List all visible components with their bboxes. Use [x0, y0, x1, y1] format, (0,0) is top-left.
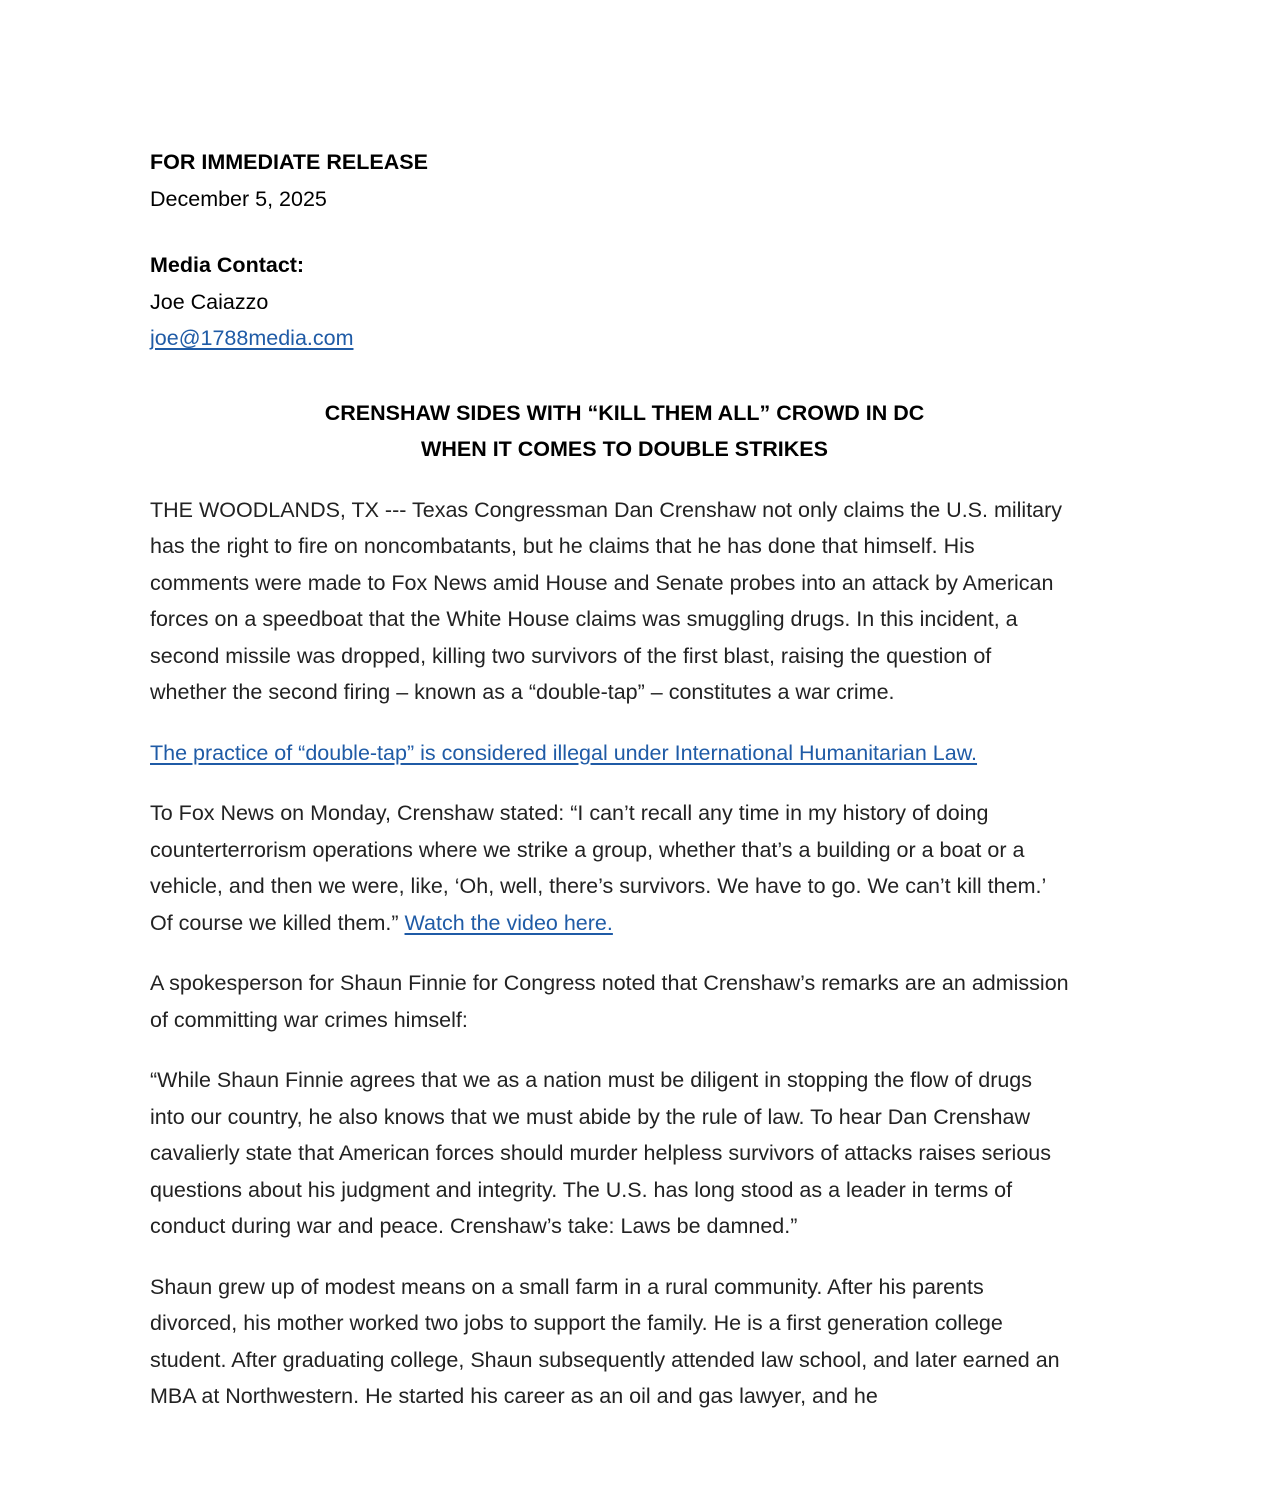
media-contact-name: Joe Caiazzo: [150, 289, 269, 314]
crenshaw-quote-text: To Fox News on Monday, Crenshaw stated: “I can’t recall any time in my history of doing counterterrorism operations where we strike a group, whether that’s a building or a boat or a vehicle, and then we were, like, ‘Oh, well, there’s survivors. We have to go. We can’t kill them.’ Of course we killed them.”: [150, 801, 1046, 935]
double-tap-law-link[interactable]: The practice of “double-tap” is considered illegal under International Humanitarian Law.: [150, 740, 978, 765]
body-paragraph-6: Shaun grew up of modest means on a small farm in a rural community. After his parents divorced, his mother worked two jobs to support the family. He is a first generation college student. After graduating college, Shaun subsequently attended law school, and later earned an MBA at Northwestern. He started his career as an oil and gas lawyer, and he: [150, 1274, 1060, 1408]
headline: [137, 395, 1112, 468]
headline-line-2: WHEN IT COMES TO DOUBLE STRIKES: [421, 437, 828, 461]
headline-line-1: CRENSHAW SIDES WITH “KILL THEM ALL” CROWD IN DC: [324, 400, 925, 425]
media-contact-block: [150, 247, 1070, 357]
watch-video-link[interactable]: Watch the video here.: [404, 910, 613, 935]
body-paragraph-2: [150, 735, 1070, 772]
body-paragraph-3: [150, 795, 1070, 941]
body-paragraph-4: A spokesperson for Shaun Finnie for Congress noted that Crenshaw’s remarks are an admission of committing war crimes himself:: [150, 971, 1069, 1032]
media-contact-label: Media Contact:: [150, 253, 305, 277]
body-paragraph-1: THE WOODLANDS, TX --- Texas Congressman Dan Crenshaw not only claims the U.S. military has the right to fire on noncombatants, but he claims that he has done that himself. His comments were made to Fox News amid House and Senate probes into an attack by American forces on a speedboat that the White House claims was smuggling drugs. In this incident, a second missile was dropped, killing two survivors of the first blast, raising the question of whether the second firing – known as a “double-tap” – constitutes a war crime.: [150, 497, 1063, 704]
body-paragraph-5: “While Shaun Finnie agrees that we as a nation must be diligent in stopping the flow of drugs into our country, he also knows that we must abide by the rule of law. To hear Dan Crenshaw cavalierly state that American forces should murder helpless survivors of attacks raises serious questions about his judgment and integrity. The U.S. has long stood as a leader in terms of conduct during war and peace. Crenshaw’s take: Laws be damned.”: [150, 1068, 1051, 1238]
release-label: FOR IMMEDIATE RELEASE: [150, 150, 428, 174]
media-contact-email-link[interactable]: joe@1788media.com: [150, 326, 354, 350]
release-date: December 5, 2025: [150, 186, 327, 211]
press-release-page: [150, 144, 1070, 1415]
